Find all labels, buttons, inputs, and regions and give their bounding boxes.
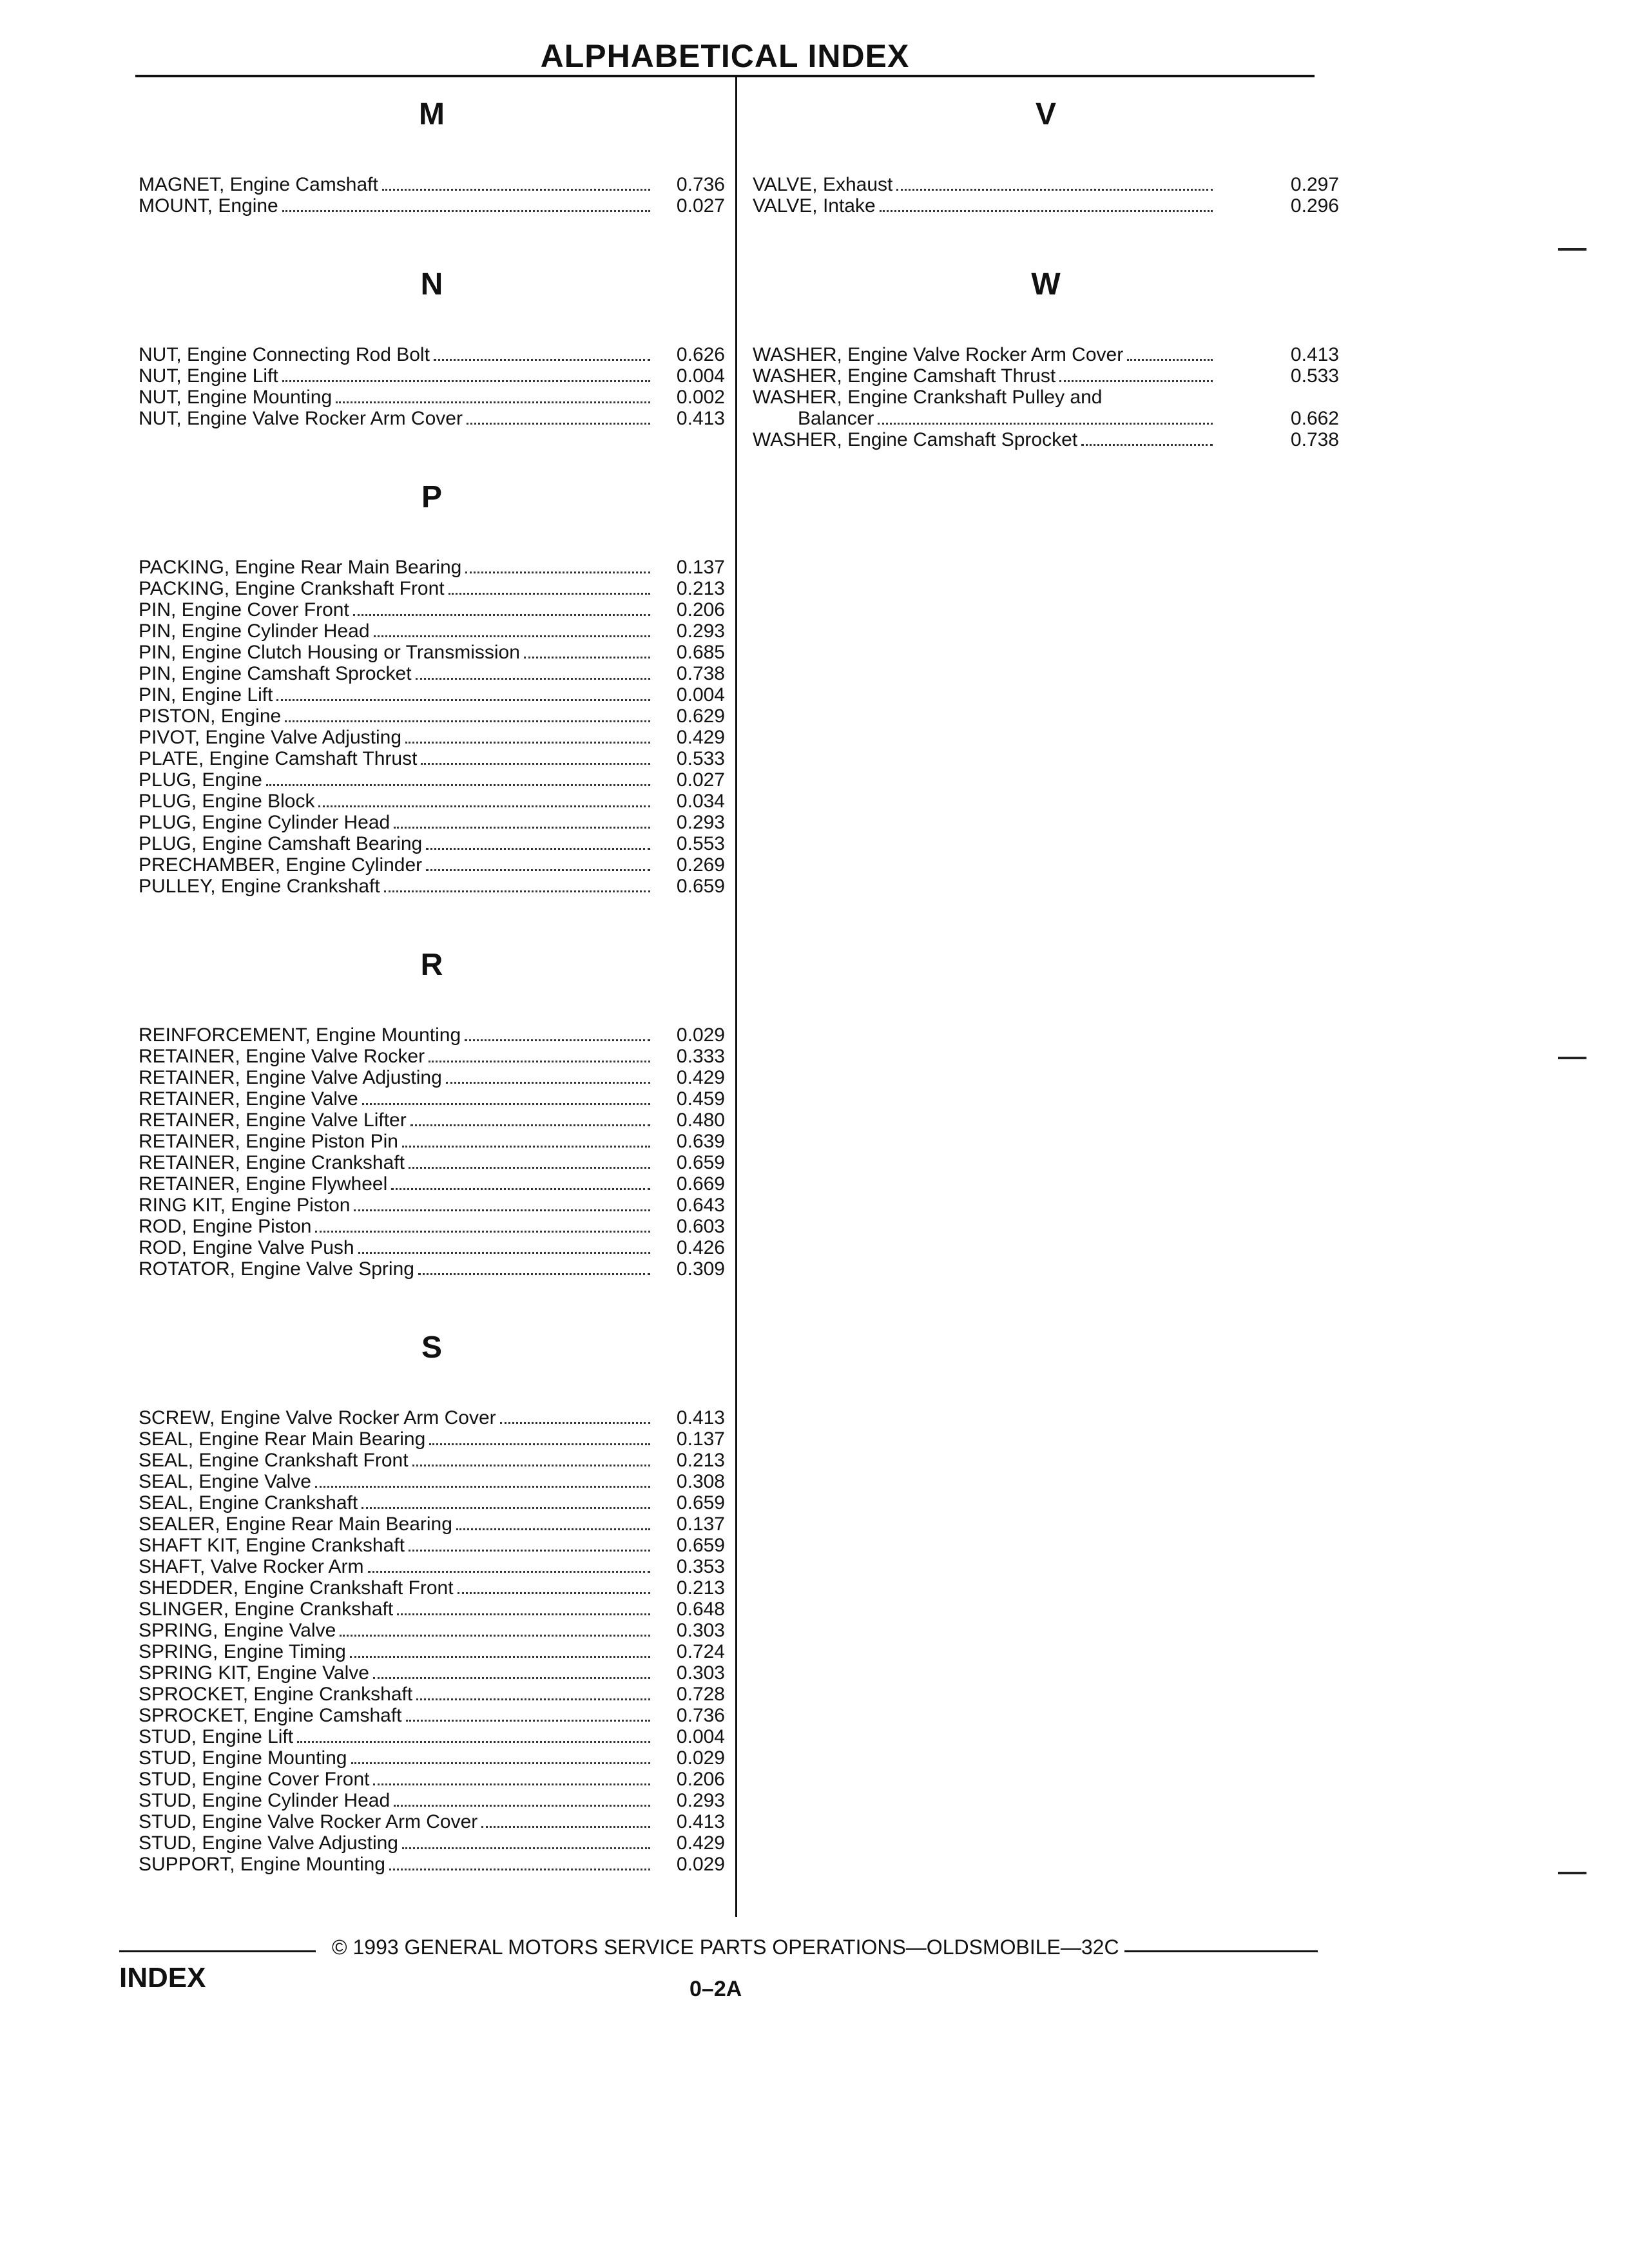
entry-label: PLATE, Engine Camshaft Thrust: [139, 748, 418, 769]
entry-label: PLUG, Engine Cylinder Head: [139, 812, 390, 833]
entry-reference: 0.293: [676, 620, 725, 642]
index-entry: [139, 599, 725, 620]
entry-reference: 0.309: [676, 1258, 725, 1280]
entry-reference: 0.004: [676, 365, 725, 387]
footer-rule-right: [1124, 1950, 1318, 1952]
entry-reference: 0.034: [676, 791, 725, 812]
entry-label: PIN, Engine Lift: [139, 684, 273, 706]
dot-leader: [391, 1188, 650, 1190]
entry-label: ROD, Engine Piston: [139, 1216, 312, 1237]
section-letter: W: [1031, 267, 1061, 302]
entry-reference: 0.303: [676, 1662, 725, 1684]
index-entry: [139, 1067, 725, 1088]
entry-reference: 0.728: [676, 1684, 725, 1705]
dot-leader: [434, 359, 650, 361]
entry-reference: 0.429: [676, 1832, 725, 1854]
index-entry: [139, 1535, 725, 1556]
entry-reference: 0.004: [676, 684, 725, 706]
entry-reference: 0.659: [676, 876, 725, 897]
index-entry: [753, 387, 1339, 408]
entry-label: WASHER, Engine Valve Rocker Arm Cover: [753, 344, 1124, 365]
dot-leader: [409, 1550, 650, 1552]
entry-reference: 0.206: [676, 599, 725, 620]
dot-leader: [446, 1082, 650, 1084]
entry-label: RING KIT, Engine Piston: [139, 1195, 351, 1216]
entry-label: PLUG, Engine: [139, 769, 262, 791]
section-letter: P: [421, 480, 442, 514]
entry-reference: 0.736: [676, 174, 725, 195]
entry-label: PIN, Engine Cylinder Head: [139, 620, 370, 642]
entry-label: STUD, Engine Cover Front: [139, 1769, 370, 1790]
index-entry: [139, 578, 725, 599]
entry-reference: 0.533: [676, 748, 725, 769]
entry-label: STUD, Engine Mounting: [139, 1747, 347, 1769]
index-entry: [139, 1747, 725, 1769]
entry-label: PULLEY, Engine Crankshaft: [139, 876, 380, 897]
entry-label: SPROCKET, Engine Camshaft: [139, 1705, 402, 1726]
entry-reference: 0.296: [1290, 195, 1339, 216]
entry-label: PLUG, Engine Block: [139, 791, 315, 812]
entry-label: MOUNT, Engine: [139, 195, 278, 216]
entry-reference: 0.413: [676, 408, 725, 429]
index-entry: [139, 408, 725, 429]
entry-label: STUD, Engine Valve Adjusting: [139, 1832, 398, 1854]
dot-leader: [418, 1273, 650, 1275]
entry-reference: 0.137: [676, 1428, 725, 1450]
dot-leader: [406, 1720, 650, 1722]
entry-label: SEALER, Engine Rear Main Bearing: [139, 1514, 452, 1535]
entry-reference: 0.724: [676, 1641, 725, 1662]
entry-reference: 0.429: [676, 1067, 725, 1088]
index-section-p: [139, 479, 725, 897]
dot-leader: [416, 1698, 650, 1700]
entry-reference: 0.002: [676, 387, 725, 408]
entry-reference: 0.413: [1290, 344, 1339, 365]
page-title: ALPHABETICAL INDEX: [540, 38, 910, 74]
index-section-m: [139, 97, 725, 216]
entry-reference: 0.429: [676, 727, 725, 748]
dot-leader: [458, 1592, 650, 1594]
index-entry: [139, 1407, 725, 1428]
entry-label: RETAINER, Engine Crankshaft: [139, 1152, 405, 1173]
dot-leader: [409, 1167, 650, 1169]
index-entry: [139, 1046, 725, 1067]
entry-label: MAGNET, Engine Camshaft: [139, 174, 378, 195]
entry-reference: 0.480: [676, 1110, 725, 1131]
footer-section-label: INDEX: [119, 1962, 206, 1994]
index-entry: [139, 684, 725, 706]
footer-rule-left: [119, 1950, 316, 1952]
entry-label: PRECHAMBER, Engine Cylinder: [139, 854, 423, 876]
entry-reference: 0.029: [676, 1854, 725, 1875]
entry-reference: 0.648: [676, 1599, 725, 1620]
index-entry: [139, 1854, 725, 1875]
section-letter: R: [420, 948, 443, 982]
index-section-s: [139, 1330, 725, 1875]
entry-label: NUT, Engine Valve Rocker Arm Cover: [139, 408, 463, 429]
entry-reference: 0.308: [676, 1471, 725, 1492]
entry-label: WASHER, Engine Camshaft Thrust: [753, 365, 1056, 387]
dot-leader: [297, 1741, 650, 1743]
index-entry: [139, 854, 725, 876]
entry-label: SPROCKET, Engine Crankshaft: [139, 1684, 413, 1705]
entry-label: PLUG, Engine Camshaft Bearing: [139, 833, 423, 854]
entry-label: PIN, Engine Cover Front: [139, 599, 349, 620]
entry-reference: 0.685: [676, 642, 725, 663]
left-column: [139, 97, 725, 1925]
dot-leader: [524, 657, 650, 658]
dot-leader: [318, 805, 650, 807]
entry-label: WASHER, Engine Camshaft Sprocket: [753, 429, 1078, 450]
dot-leader: [315, 1231, 650, 1233]
entry-reference: 0.303: [676, 1620, 725, 1641]
title-rule: [135, 75, 1315, 77]
entry-reference: 0.603: [676, 1216, 725, 1237]
dot-leader: [429, 1443, 650, 1445]
index-entry: [139, 365, 725, 387]
entry-label: ROTATOR, Engine Valve Spring: [139, 1258, 414, 1280]
index-entry: [139, 1790, 725, 1811]
entry-reference: 0.029: [676, 1024, 725, 1046]
dot-leader: [405, 742, 650, 744]
index-entry: [139, 1258, 725, 1280]
entry-label: PACKING, Engine Crankshaft Front: [139, 578, 445, 599]
entry-reference: 0.029: [676, 1747, 725, 1769]
entry-label: SEAL, Engine Valve: [139, 1471, 311, 1492]
dot-leader: [282, 210, 650, 212]
dot-leader: [340, 1635, 650, 1637]
index-entry: [139, 1216, 725, 1237]
index-entry: [139, 1662, 725, 1684]
entry-label: STUD, Engine Cylinder Head: [139, 1790, 390, 1811]
entry-label: SCREW, Engine Valve Rocker Arm Cover: [139, 1407, 496, 1428]
entry-label: SHAFT, Valve Rocker Arm: [139, 1556, 364, 1577]
index-entry: [139, 1428, 725, 1450]
index-section-n: [139, 267, 725, 429]
index-entry: [139, 663, 725, 684]
entry-label: VALVE, Exhaust: [753, 174, 893, 195]
index-entry: [753, 429, 1339, 450]
entry-label: SPRING, Engine Timing: [139, 1641, 346, 1662]
entry-reference: 0.213: [676, 1577, 725, 1599]
entry-label: SHAFT KIT, Engine Crankshaft: [139, 1535, 405, 1556]
entry-reference: 0.293: [676, 1790, 725, 1811]
margin-tick-mark: [1558, 248, 1586, 251]
column-divider: [735, 77, 737, 1917]
right-column: [753, 97, 1339, 501]
index-entry: [139, 1237, 725, 1258]
dot-leader: [374, 635, 650, 637]
entry-label: PISTON, Engine: [139, 706, 282, 727]
entry-label: ROD, Engine Valve Push: [139, 1237, 354, 1258]
entry-label: PIN, Engine Camshaft Sprocket: [139, 663, 412, 684]
index-entry: [139, 791, 725, 812]
dot-leader: [416, 678, 650, 680]
index-entry: [139, 1726, 725, 1747]
entry-label: NUT, Engine Mounting: [139, 387, 333, 408]
entry-reference: 0.213: [676, 578, 725, 599]
index-entry: [139, 1556, 725, 1577]
entry-reference: 0.333: [676, 1046, 725, 1067]
entry-reference: 0.297: [1290, 174, 1339, 195]
entry-reference: 0.426: [676, 1237, 725, 1258]
entry-label: SPRING, Engine Valve: [139, 1620, 336, 1641]
index-entry: [139, 174, 725, 195]
dot-leader: [465, 572, 650, 573]
entry-reference: 0.736: [676, 1705, 725, 1726]
entry-label: RETAINER, Engine Valve Lifter: [139, 1110, 407, 1131]
dot-leader: [358, 1252, 650, 1254]
entry-label: SEAL, Engine Rear Main Bearing: [139, 1428, 426, 1450]
index-section-w: [753, 267, 1339, 450]
index-entry: [753, 195, 1339, 216]
entry-label: SPRING KIT, Engine Valve: [139, 1662, 369, 1684]
dot-leader: [282, 380, 650, 382]
dot-leader: [880, 210, 1213, 212]
dot-leader: [467, 423, 650, 425]
entry-reference: 0.293: [676, 812, 725, 833]
entry-label: Balancer: [798, 408, 874, 429]
index-entry: [139, 1492, 725, 1514]
dot-leader: [402, 1847, 650, 1849]
entry-reference: 0.206: [676, 1769, 725, 1790]
index-entry: [139, 1024, 725, 1046]
entry-reference: 0.459: [676, 1088, 725, 1110]
index-entry: [139, 769, 725, 791]
section-letter: S: [421, 1331, 442, 1365]
dot-leader: [412, 1465, 650, 1466]
dot-leader: [368, 1571, 650, 1573]
index-entry: [753, 174, 1339, 195]
entry-reference: 0.659: [676, 1535, 725, 1556]
entry-reference: 0.137: [676, 1514, 725, 1535]
section-letter: M: [419, 97, 445, 131]
dot-leader: [421, 763, 650, 765]
dot-leader: [266, 784, 650, 786]
index-entry: [139, 1152, 725, 1173]
entry-label: RETAINER, Engine Valve: [139, 1088, 358, 1110]
dot-leader: [448, 593, 650, 595]
entry-reference: 0.629: [676, 706, 725, 727]
index-entry: [139, 620, 725, 642]
index-entry: [139, 1110, 725, 1131]
dot-leader: [465, 1039, 650, 1041]
entry-label: NUT, Engine Connecting Rod Bolt: [139, 344, 430, 365]
index-section-r: [139, 947, 725, 1280]
dot-leader: [1127, 359, 1213, 361]
dot-leader: [361, 1507, 650, 1509]
entry-reference: 0.413: [676, 1407, 725, 1428]
entry-reference: 0.213: [676, 1450, 725, 1471]
index-entry: [139, 1705, 725, 1726]
entry-label: VALVE, Intake: [753, 195, 876, 216]
index-entry: [139, 1641, 725, 1662]
dot-leader: [336, 401, 650, 403]
section-letter: N: [420, 267, 443, 302]
dot-leader: [354, 1209, 650, 1211]
index-entry: [139, 833, 725, 854]
margin-tick-mark: [1558, 1872, 1586, 1874]
entry-label: NUT, Engine Lift: [139, 365, 278, 387]
index-entry: [139, 1832, 725, 1854]
footer-page-number: 0–2A: [689, 1977, 742, 2001]
index-entry: [139, 727, 725, 748]
index-entry: [139, 1769, 725, 1790]
entry-label: REINFORCEMENT, Engine Mounting: [139, 1024, 461, 1046]
entry-reference: 0.353: [676, 1556, 725, 1577]
dot-leader: [384, 890, 650, 892]
dot-leader: [315, 1486, 650, 1488]
index-entry: [139, 1684, 725, 1705]
entry-reference: 0.659: [676, 1152, 725, 1173]
index-entry: [139, 1471, 725, 1492]
index-entry: [139, 748, 725, 769]
entry-label: SLINGER, Engine Crankshaft: [139, 1599, 394, 1620]
entry-reference: 0.662: [1290, 408, 1339, 429]
index-entry: [139, 1450, 725, 1471]
index-entry: [139, 1599, 725, 1620]
entry-reference: 0.027: [676, 769, 725, 791]
dot-leader: [397, 1613, 650, 1615]
index-section-v: [753, 97, 1339, 216]
entry-reference: 0.553: [676, 833, 725, 854]
index-entry: [139, 642, 725, 663]
entry-reference: 0.626: [676, 344, 725, 365]
entry-label: SEAL, Engine Crankshaft: [139, 1492, 358, 1514]
dot-leader: [481, 1826, 650, 1828]
dot-leader: [373, 1783, 650, 1785]
index-entry: [139, 1131, 725, 1152]
entry-label: RETAINER, Engine Flywheel: [139, 1173, 388, 1195]
dot-leader: [426, 869, 650, 871]
entry-reference: 0.738: [1290, 429, 1339, 450]
dot-leader: [500, 1422, 650, 1424]
index-entry: [139, 1173, 725, 1195]
entry-reference: 0.659: [676, 1492, 725, 1514]
entry-label: SEAL, Engine Crankshaft Front: [139, 1450, 409, 1471]
entry-label: SUPPORT, Engine Mounting: [139, 1854, 385, 1875]
dot-leader: [878, 423, 1213, 425]
entry-reference: 0.413: [676, 1811, 725, 1832]
index-entry: [139, 557, 725, 578]
dot-leader: [285, 720, 650, 722]
index-entry: [139, 876, 725, 897]
dot-leader: [426, 848, 650, 850]
section-letter: V: [1035, 97, 1056, 131]
index-entry: [139, 195, 725, 216]
index-entry: [139, 706, 725, 727]
dot-leader: [276, 699, 650, 701]
index-entry: [139, 387, 725, 408]
dot-leader: [362, 1103, 650, 1105]
dot-leader: [410, 1124, 650, 1126]
entry-label: PIVOT, Engine Valve Adjusting: [139, 727, 402, 748]
index-entry: [139, 1195, 725, 1216]
dot-leader: [394, 1805, 650, 1807]
entry-label: WASHER, Engine Crankshaft Pulley and: [753, 387, 1103, 408]
index-entry: [753, 365, 1339, 387]
entry-reference: 0.004: [676, 1726, 725, 1747]
dot-leader: [429, 1061, 650, 1062]
dot-leader: [402, 1146, 650, 1148]
dot-leader: [456, 1528, 650, 1530]
entry-reference: 0.738: [676, 663, 725, 684]
index-entry: [139, 1514, 725, 1535]
index-entry: [753, 408, 1339, 429]
index-entry: [139, 1088, 725, 1110]
index-entry: [139, 1811, 725, 1832]
dot-leader: [896, 189, 1213, 191]
entry-label: PIN, Engine Clutch Housing or Transmission: [139, 642, 520, 663]
footer-copyright: © 1993 GENERAL MOTORS SERVICE PARTS OPERATIONS—OLDSMOBILE—32C: [332, 1936, 1119, 1959]
dot-leader: [351, 1762, 651, 1764]
entry-reference: 0.533: [1290, 365, 1339, 387]
entry-reference: 0.137: [676, 557, 725, 578]
dot-leader: [1081, 444, 1213, 446]
dot-leader: [350, 1656, 650, 1658]
entry-reference: 0.269: [676, 854, 725, 876]
entry-label: PACKING, Engine Rear Main Bearing: [139, 557, 462, 578]
entry-label: STUD, Engine Lift: [139, 1726, 294, 1747]
dot-leader: [389, 1869, 650, 1870]
entry-reference: 0.639: [676, 1131, 725, 1152]
entry-reference: 0.669: [676, 1173, 725, 1195]
dot-leader: [1059, 380, 1213, 382]
dot-leader: [382, 189, 650, 191]
index-entry: [753, 344, 1339, 365]
entry-reference: 0.643: [676, 1195, 725, 1216]
dot-leader: [373, 1677, 650, 1679]
index-entry: [139, 344, 725, 365]
entry-label: RETAINER, Engine Piston Pin: [139, 1131, 398, 1152]
dot-leader: [353, 614, 650, 616]
entry-label: RETAINER, Engine Valve Adjusting: [139, 1067, 442, 1088]
index-entry: [139, 1577, 725, 1599]
entry-label: RETAINER, Engine Valve Rocker: [139, 1046, 425, 1067]
entry-reference: 0.027: [676, 195, 725, 216]
margin-tick-mark: [1558, 1057, 1586, 1059]
entry-label: STUD, Engine Valve Rocker Arm Cover: [139, 1811, 478, 1832]
dot-leader: [394, 827, 650, 829]
entry-label: SHEDDER, Engine Crankshaft Front: [139, 1577, 454, 1599]
index-entry: [139, 1620, 725, 1641]
index-entry: [139, 812, 725, 833]
